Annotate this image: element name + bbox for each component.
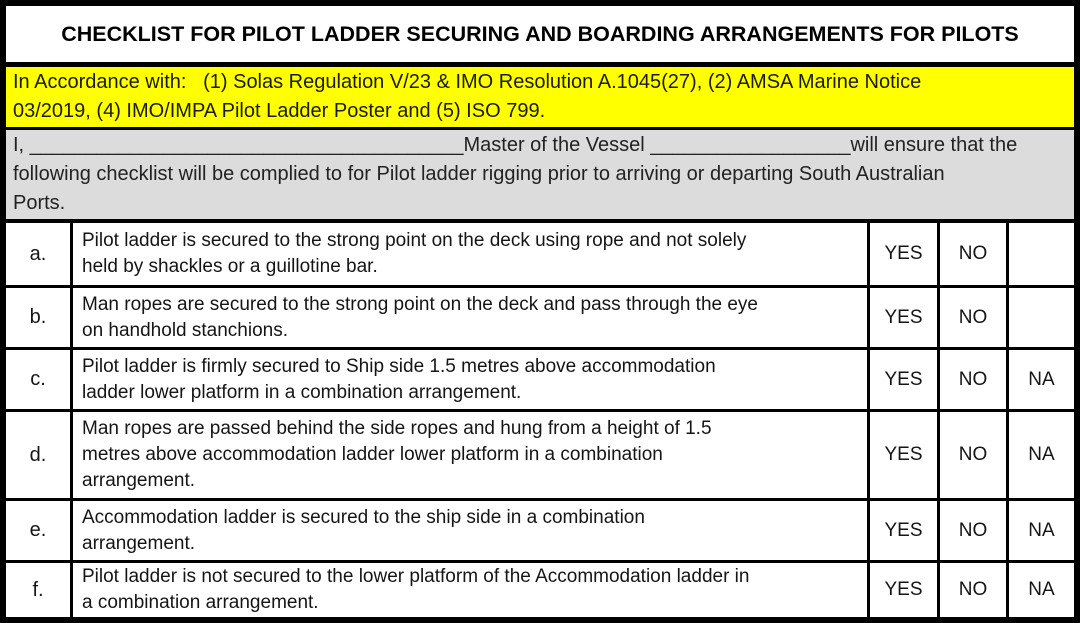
item-letter: a. (29, 242, 47, 265)
vessel-name-blank[interactable]: __________________ (650, 134, 851, 156)
option-yes[interactable]: YES (867, 563, 937, 617)
item-letter: d. (29, 443, 47, 466)
checklist-table (6, 223, 1074, 617)
checklist-row-d (6, 409, 1074, 498)
text-line: In Accordance with: (1) Solas Regulation V/23 & IMO Resolution A.1045(27), (2) AMSA Marine Notice (13, 71, 922, 93)
checklist-row-a (6, 223, 1074, 285)
option-no[interactable]: NO (937, 223, 1006, 285)
item-description (70, 501, 867, 560)
option-na[interactable] (1006, 223, 1074, 285)
text-line: arrangement. (82, 532, 196, 554)
option-na[interactable]: NA (1006, 412, 1074, 498)
master-declaration (6, 130, 1074, 223)
declaration-continuation (13, 160, 1067, 218)
text-line: on handhold stanchions. (82, 319, 288, 341)
text-line: a combination arrangement. (82, 592, 319, 613)
option-na[interactable]: NA (1006, 501, 1074, 560)
option-na[interactable]: NA (1006, 563, 1074, 617)
accordance-note (6, 67, 1074, 130)
option-yes[interactable]: YES (867, 288, 937, 347)
item-letter: f. (32, 578, 44, 601)
option-yes[interactable]: YES (867, 223, 937, 285)
item-letter: b. (29, 306, 47, 328)
option-yes[interactable]: YES (867, 501, 937, 560)
text-line: Accommodation ladder is secured to the ship side in a combination (82, 506, 645, 528)
text-line: ladder lower platform in a combination arrangement. (82, 381, 522, 403)
declaration-middle: Master of the Vessel (463, 134, 651, 156)
option-no[interactable]: NO (937, 501, 1006, 560)
text-line: 03/2019, (4) IMO/IMPA Pilot Ladder Poster and (5) ISO 799. (13, 100, 546, 122)
item-description (70, 563, 867, 617)
item-letter: c. (30, 368, 46, 390)
item-description (70, 223, 867, 285)
checklist-row-b (6, 285, 1074, 347)
option-na[interactable]: NA (1006, 350, 1074, 409)
text-line: metres above accommodation ladder lower platform in a combination (82, 444, 663, 465)
checklist-row-e (6, 498, 1074, 560)
option-no[interactable]: NO (937, 288, 1006, 347)
text-line: following checklist will be complied to for Pilot ladder rigging prior to arriving or departing South Australian (13, 163, 945, 185)
option-yes[interactable]: YES (867, 412, 937, 498)
title-bar (6, 6, 1074, 67)
option-no[interactable]: NO (937, 412, 1006, 498)
option-yes[interactable]: YES (867, 350, 937, 409)
item-description (70, 412, 867, 498)
option-na[interactable] (1006, 288, 1074, 347)
item-description (70, 288, 867, 347)
text-line: Pilot ladder is firmly secured to Ship side 1.5 metres above accommodation (82, 355, 716, 377)
master-name-blank[interactable]: _______________________________________ (29, 134, 464, 156)
text-line: Man ropes are passed behind the side ropes and hung from a height of 1.5 (82, 418, 712, 439)
text-line: Ports. (13, 192, 66, 214)
declaration-suffix: will ensure that the (850, 134, 1018, 156)
page-title: CHECKLIST FOR PILOT LADDER SECURING AND BOARDING ARRANGEMENTS FOR PILOTS (61, 21, 1019, 46)
checklist-row-c (6, 347, 1074, 409)
text-line: Pilot ladder is not secured to the lower platform of the Accommodation ladder in (82, 566, 750, 587)
checklist-row-f (6, 560, 1074, 617)
text-line: Pilot ladder is secured to the strong point on the deck using rope and not solely (82, 230, 747, 251)
declaration-intro: I, (13, 134, 30, 156)
text-line: held by shackles or a guillotine bar. (82, 256, 378, 277)
item-description (70, 350, 867, 409)
item-letter: e. (29, 519, 47, 541)
text-line: arrangement. (82, 470, 196, 491)
option-no[interactable]: NO (937, 563, 1006, 617)
text-line: Man ropes are secured to the strong point on the deck and pass through the eye (82, 293, 758, 315)
option-no[interactable]: NO (937, 350, 1006, 409)
